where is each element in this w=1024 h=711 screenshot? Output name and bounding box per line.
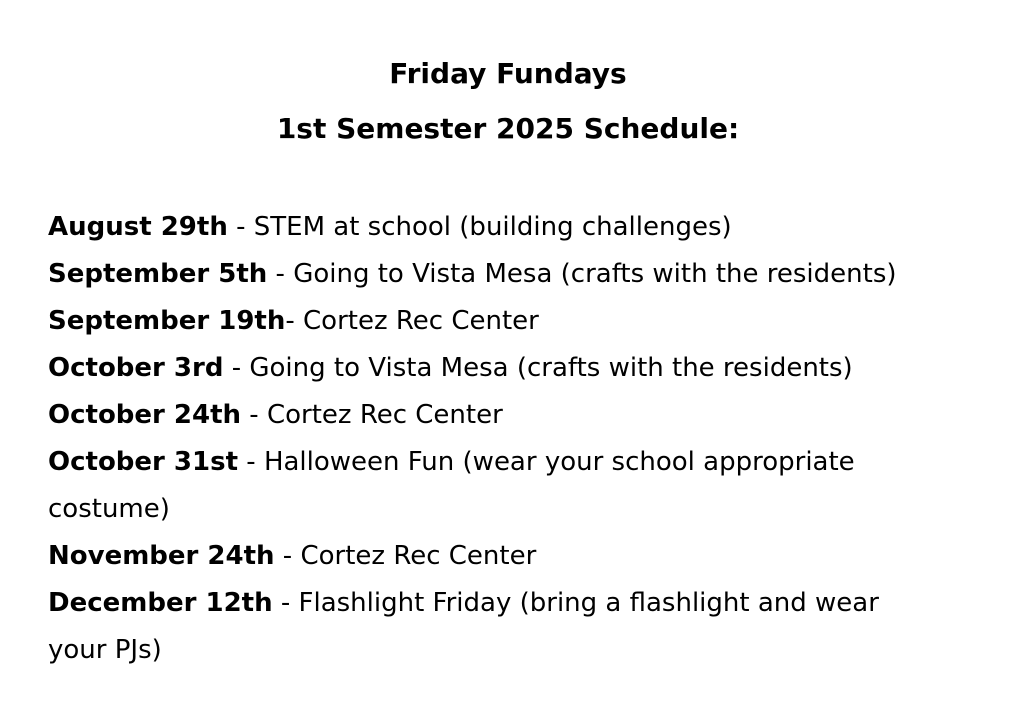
document-subtitle: 1st Semester 2025 Schedule: (276, 112, 740, 145)
schedule-description: STEM at school (building challenges) (253, 212, 732, 242)
schedule-separator: - (241, 400, 267, 430)
schedule-description: Cortez Rec Center (300, 541, 537, 571)
schedule-item (48, 580, 928, 674)
schedule-item (48, 533, 988, 580)
schedule-separator: - (267, 259, 294, 289)
schedule-separator: - (238, 447, 264, 477)
schedule-date: December 12th (48, 588, 273, 618)
schedule-list (48, 204, 988, 674)
schedule-separator: - (223, 353, 250, 383)
schedule-date: October 31st (48, 447, 239, 477)
schedule-item (48, 204, 988, 251)
schedule-date: September 19th (48, 306, 286, 336)
schedule-separator: - (272, 588, 299, 618)
schedule-description: Cortez Rec Center (266, 400, 503, 430)
schedule-date: November 24th (48, 541, 275, 571)
schedule-date: August 29th (48, 212, 228, 242)
schedule-description: Halloween Fun (wear your school appropriate costume) (48, 447, 855, 524)
schedule-separator: - (274, 541, 301, 571)
schedule-item (48, 439, 928, 533)
schedule-item (48, 251, 988, 298)
document-title: Friday Fundays (389, 57, 627, 90)
schedule-description: Going to Vista Mesa (crafts with the residents) (249, 353, 853, 383)
schedule-description: Flashlight Friday (bring a flashlight and wear your PJs) (48, 588, 879, 665)
schedule-date: September 5th (48, 259, 268, 289)
schedule-item (48, 298, 988, 345)
schedule-separator: - (227, 212, 254, 242)
schedule-item (48, 345, 988, 392)
schedule-item (48, 392, 988, 439)
schedule-date: October 3rd (48, 353, 224, 383)
schedule-date: October 24th (48, 400, 242, 430)
schedule-description: Going to Vista Mesa (crafts with the residents) (293, 259, 897, 289)
schedule-description: Cortez Rec Center (303, 306, 539, 336)
schedule-separator: - (285, 306, 304, 336)
